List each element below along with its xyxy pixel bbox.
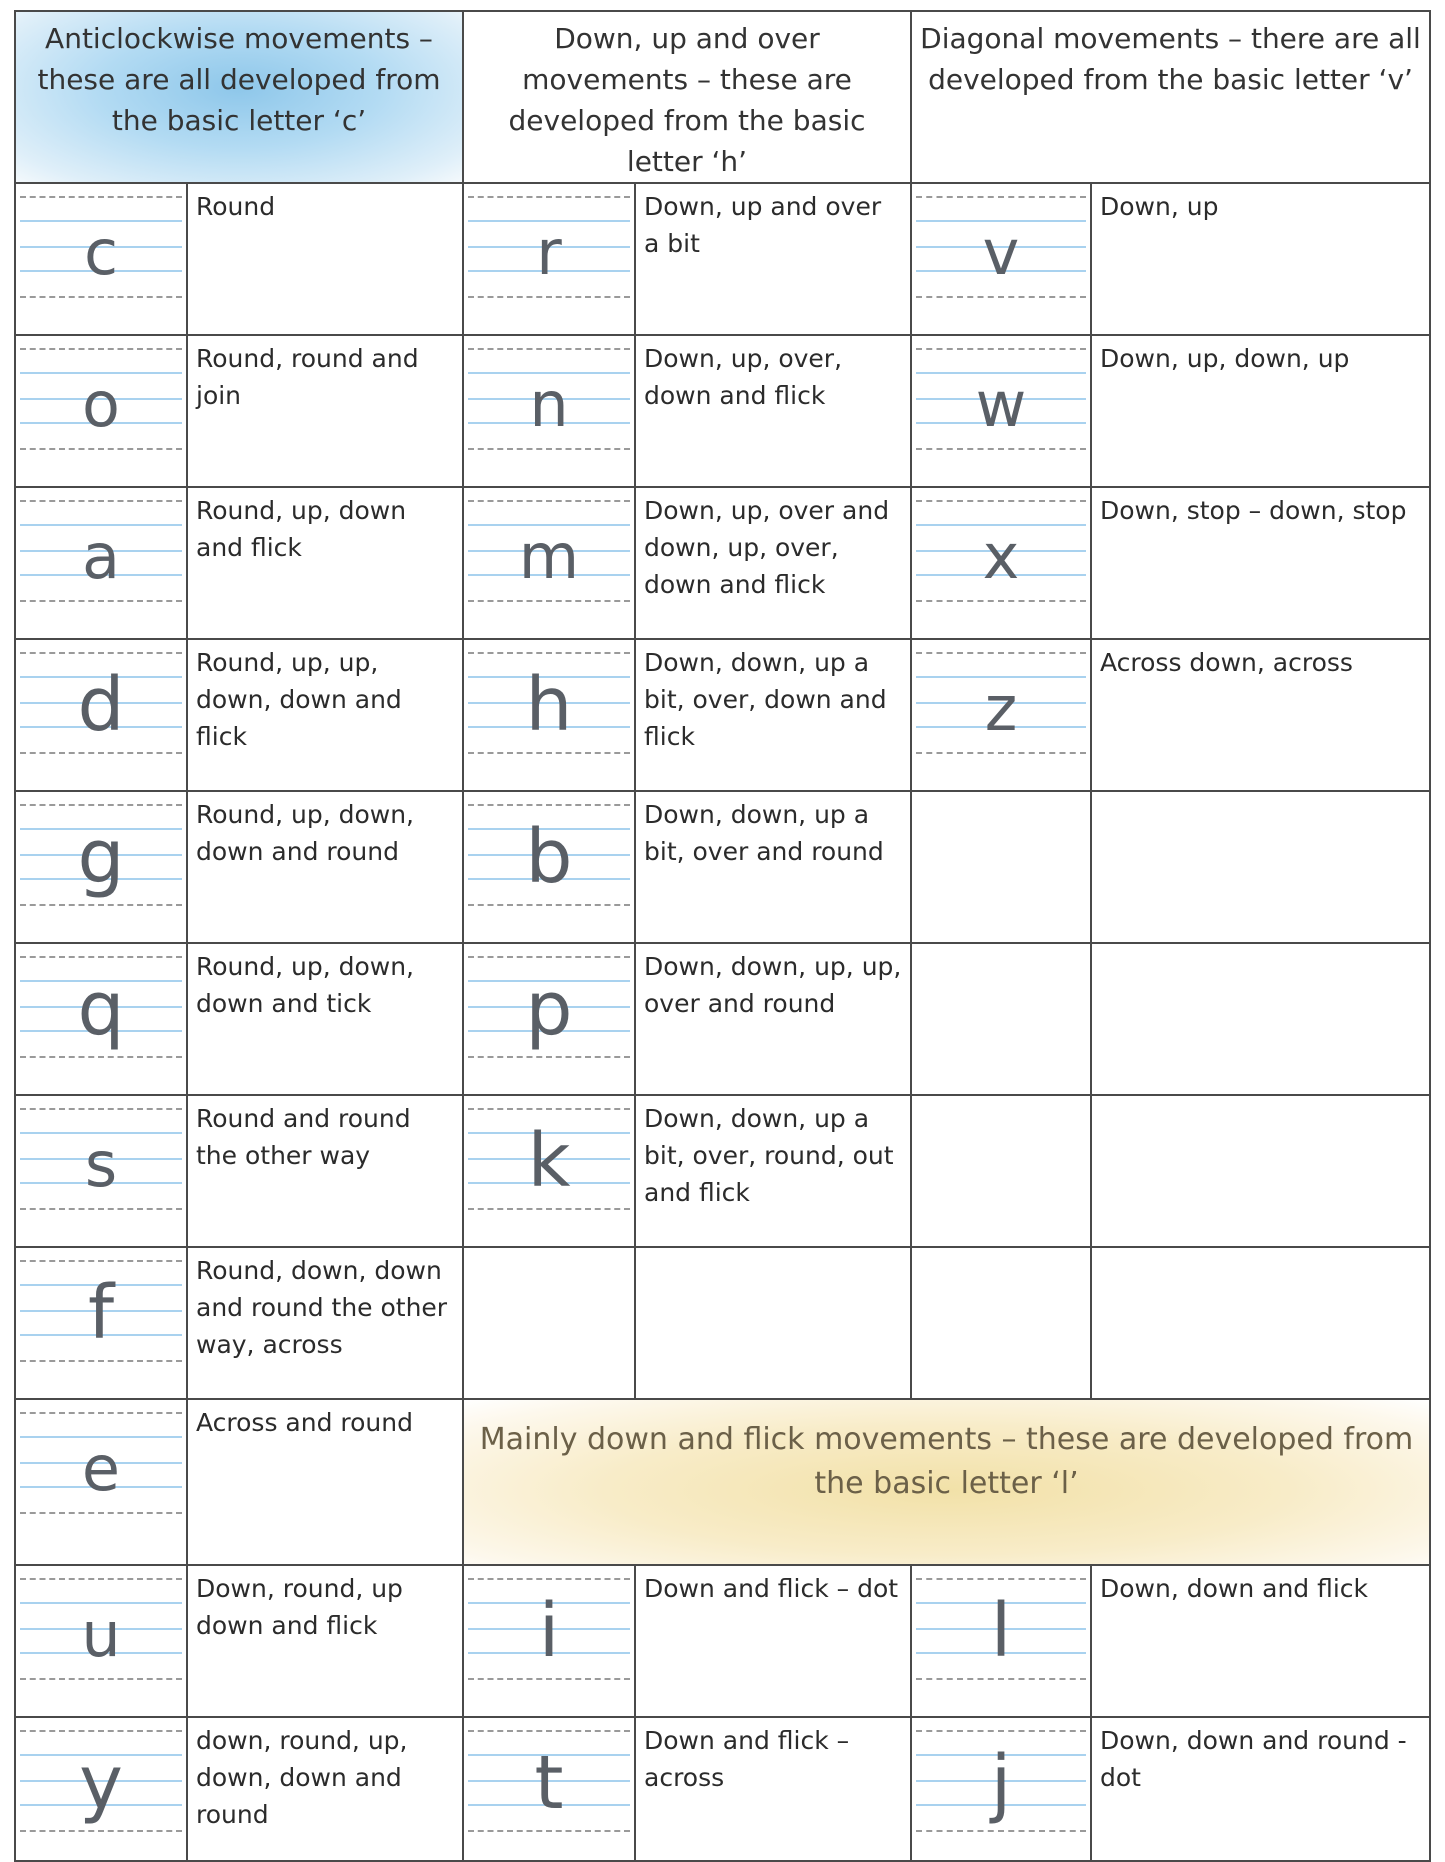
letter-glyph: d <box>77 662 125 748</box>
table-row <box>15 1717 1430 1861</box>
guide-line-dashed <box>468 652 630 654</box>
guide-line-dashed <box>468 804 630 806</box>
letter-glyph: q <box>77 966 125 1052</box>
letter-glyph: y <box>79 1740 123 1826</box>
guide-line-dashed <box>916 1730 1086 1732</box>
header-diagonal <box>911 11 1430 183</box>
movement-description: Down, round, up down and flick <box>187 1565 463 1717</box>
letter-cell <box>15 1399 187 1565</box>
guide-line-dashed <box>20 1578 182 1580</box>
table-row <box>15 1565 1430 1717</box>
empty-cell <box>911 1095 1091 1247</box>
empty-cell <box>1091 1247 1430 1399</box>
movement-description: Down and flick – dot <box>635 1565 911 1717</box>
movement-description: Down, down, up a bit, over, down and flick <box>635 639 911 791</box>
letter-glyph: s <box>84 1128 118 1201</box>
guide-line-dashed <box>20 500 182 502</box>
guide-line-dashed <box>468 600 630 602</box>
guide-line-dashed <box>468 752 630 754</box>
letter-glyph: a <box>82 520 120 593</box>
letter-glyph: c <box>83 216 119 289</box>
letter-glyph: j <box>990 1740 1012 1826</box>
guide-line-dashed <box>468 1730 630 1732</box>
guide-line-dashed <box>468 956 630 958</box>
movement-description: Round and round the other way <box>187 1095 463 1247</box>
letter-cell <box>463 335 635 487</box>
letter-formation-table <box>14 10 1431 1862</box>
letter-cell <box>15 943 187 1095</box>
empty-cell <box>635 1247 911 1399</box>
guide-line-dashed <box>20 1730 182 1732</box>
guide-line-dashed <box>916 196 1086 198</box>
letter-cell <box>15 791 187 943</box>
movement-description: Down, up <box>1091 183 1430 335</box>
table-row <box>15 183 1430 335</box>
empty-cell <box>1091 791 1430 943</box>
letter-glyph: g <box>77 814 125 900</box>
movement-description: Round, down, down and round the other way, across <box>187 1247 463 1399</box>
guide-line-dashed <box>468 1108 630 1110</box>
guide-line-dashed <box>20 904 182 906</box>
guide-line-dashed <box>916 1578 1086 1580</box>
guide-line-dashed <box>20 1830 182 1832</box>
letter-glyph: m <box>518 520 580 593</box>
letter-glyph: r <box>536 216 562 289</box>
letter-glyph: w <box>975 368 1027 441</box>
guide-line-dashed <box>20 600 182 602</box>
movement-description: Round, up, down, down and round <box>187 791 463 943</box>
movement-description: Round, up, down and flick <box>187 487 463 639</box>
guide-line-dashed <box>20 1056 182 1058</box>
guide-line-dashed <box>916 1678 1086 1680</box>
guide-line-dashed <box>20 956 182 958</box>
header-down-up-over <box>463 11 911 183</box>
movement-description: Down and flick – across <box>635 1717 911 1861</box>
guide-line-dashed <box>916 500 1086 502</box>
letter-cell <box>911 1565 1091 1717</box>
empty-cell <box>1091 943 1430 1095</box>
letter-glyph: n <box>529 368 569 441</box>
header-row <box>15 11 1430 183</box>
letter-glyph: f <box>87 1270 115 1356</box>
table-row <box>15 943 1430 1095</box>
movement-description: Down, down, up a bit, over, round, out and flick <box>635 1095 911 1247</box>
header-down-up-over-text: Down, up and over movements – these are developed from the basic letter ‘h’ <box>508 22 866 178</box>
letter-glyph: o <box>82 368 120 441</box>
table-row <box>15 335 1430 487</box>
header-mainly-down-flick-text: Mainly down and flick movements – these are developed from the basic letter ‘l’ <box>479 1422 1414 1501</box>
letter-cell <box>15 1247 187 1399</box>
letter-cell <box>15 1565 187 1717</box>
letter-cell <box>911 487 1091 639</box>
guide-line-dashed <box>20 1412 182 1414</box>
letter-cell <box>463 791 635 943</box>
guide-line-dashed <box>468 1678 630 1680</box>
guide-line-dashed <box>916 296 1086 298</box>
letter-formation-sheet <box>14 10 1429 1829</box>
letter-cell <box>463 1717 635 1861</box>
guide-line-dashed <box>468 1830 630 1832</box>
table-row <box>15 639 1430 791</box>
letter-cell <box>463 943 635 1095</box>
guide-line-dashed <box>468 1578 630 1580</box>
movement-description: Down, down, up, up, over and round <box>635 943 911 1095</box>
letter-cell <box>15 639 187 791</box>
table-row <box>15 1247 1430 1399</box>
letter-cell <box>15 487 187 639</box>
empty-cell <box>1091 1095 1430 1247</box>
table-row <box>15 1095 1430 1247</box>
letter-cell <box>463 1565 635 1717</box>
movement-description: Down, up, over, down and flick <box>635 335 911 487</box>
guide-line-dashed <box>916 652 1086 654</box>
empty-cell <box>463 1247 635 1399</box>
movement-description: down, round, up, down, down and round <box>187 1717 463 1861</box>
movement-description: Round <box>187 183 463 335</box>
movement-description: Across and round <box>187 1399 463 1565</box>
movement-description: Down, stop – down, stop <box>1091 487 1430 639</box>
guide-line-dashed <box>468 448 630 450</box>
guide-line-dashed <box>468 348 630 350</box>
guide-line-dashed <box>20 804 182 806</box>
letter-glyph: h <box>525 662 573 748</box>
movement-description: Round, up, up, down, down and flick <box>187 639 463 791</box>
letter-glyph: x <box>982 520 1020 593</box>
movement-description: Down, up and over a bit <box>635 183 911 335</box>
guide-line-dashed <box>20 196 182 198</box>
header-mainly-down-flick <box>463 1399 1430 1565</box>
header-anticlockwise <box>15 11 463 183</box>
header-anticlockwise-text: Anticlockwise movements – these are all developed from the basic letter ‘c’ <box>37 22 441 137</box>
guide-line-dashed <box>916 600 1086 602</box>
letter-cell <box>15 183 187 335</box>
letter-cell <box>911 639 1091 791</box>
movement-description: Down, up, over and down, up, over, down and flick <box>635 487 911 639</box>
empty-cell <box>911 1247 1091 1399</box>
letter-glyph: l <box>990 1588 1012 1674</box>
header-diagonal-text: Diagonal movements – there are all developed from the basic letter ‘v’ <box>920 22 1421 96</box>
guide-line-dashed <box>20 752 182 754</box>
letter-cell <box>15 1717 187 1861</box>
guide-line-dashed <box>468 500 630 502</box>
letter-glyph: z <box>984 672 1018 745</box>
letter-glyph: t <box>534 1740 564 1826</box>
letter-cell <box>911 1717 1091 1861</box>
guide-line-dashed <box>916 448 1086 450</box>
guide-line-dashed <box>20 1360 182 1362</box>
guide-line-dashed <box>916 752 1086 754</box>
guide-line-dashed <box>916 348 1086 350</box>
guide-line-dashed <box>468 1208 630 1210</box>
guide-line-dashed <box>20 652 182 654</box>
guide-line-dashed <box>20 1260 182 1262</box>
guide-line-dashed <box>468 196 630 198</box>
guide-line-dashed <box>20 296 182 298</box>
letter-glyph: u <box>81 1598 121 1671</box>
guide-line-dashed <box>20 1108 182 1110</box>
movement-description: Round, round and join <box>187 335 463 487</box>
table-row <box>15 1399 1430 1565</box>
guide-line-dashed <box>20 1678 182 1680</box>
guide-line-dashed <box>468 296 630 298</box>
table-row <box>15 791 1430 943</box>
letter-glyph: k <box>527 1118 571 1204</box>
letter-glyph: i <box>538 1588 560 1674</box>
guide-line-dashed <box>20 348 182 350</box>
letter-cell <box>463 1095 635 1247</box>
guide-line-dashed <box>20 448 182 450</box>
guide-line-dashed <box>916 1830 1086 1832</box>
letter-cell <box>911 183 1091 335</box>
table-row <box>15 487 1430 639</box>
letter-cell <box>15 1095 187 1247</box>
movement-description: Down, down and round - dot <box>1091 1717 1430 1861</box>
letter-cell <box>911 335 1091 487</box>
letter-cell <box>463 183 635 335</box>
letter-glyph: v <box>982 216 1020 289</box>
movement-description: Down, down and flick <box>1091 1565 1430 1717</box>
movement-description: Across down, across <box>1091 639 1430 791</box>
empty-cell <box>911 943 1091 1095</box>
letter-glyph: e <box>81 1432 121 1505</box>
letter-cell <box>463 487 635 639</box>
guide-line-dashed <box>468 1056 630 1058</box>
movement-description: Down, down, up a bit, over and round <box>635 791 911 943</box>
letter-glyph: b <box>525 814 573 900</box>
guide-line-dashed <box>20 1208 182 1210</box>
letter-cell <box>463 639 635 791</box>
guide-line-dashed <box>20 1512 182 1514</box>
empty-cell <box>911 791 1091 943</box>
letter-glyph: p <box>525 966 573 1052</box>
movement-description: Round, up, down, down and tick <box>187 943 463 1095</box>
movement-description: Down, up, down, up <box>1091 335 1430 487</box>
guide-line-dashed <box>468 904 630 906</box>
letter-cell <box>15 335 187 487</box>
